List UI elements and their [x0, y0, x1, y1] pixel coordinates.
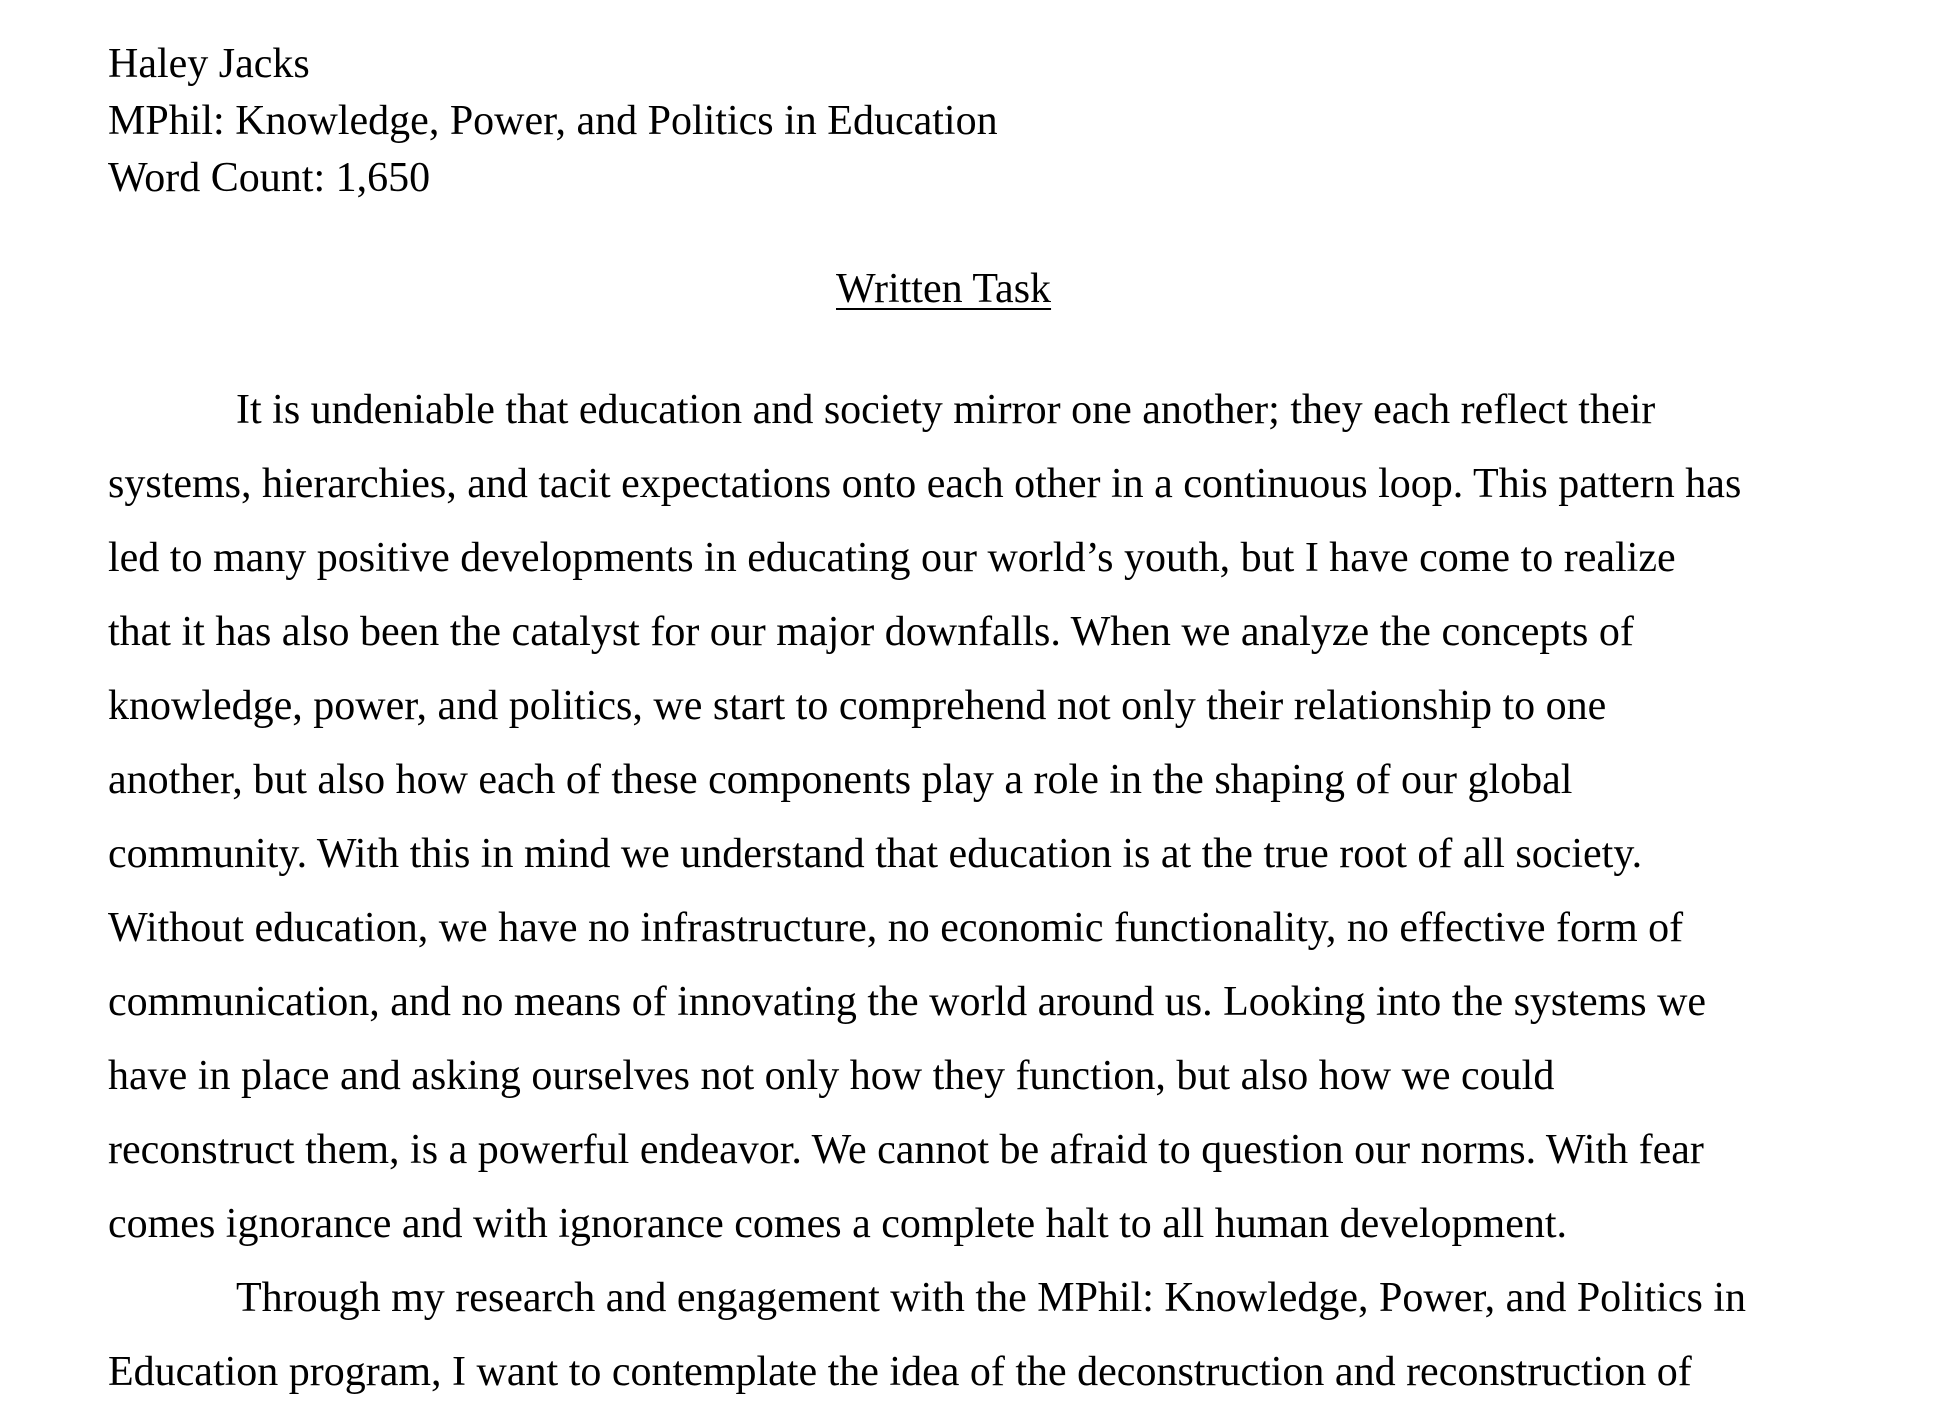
document-title: Written Task	[836, 266, 1052, 312]
body-line: that it has also been the catalyst for our major downfalls. When we analyze the concepts of	[108, 609, 1634, 655]
body-line: Through my research and engagement with the MPhil: Knowledge, Power, and Politics in	[236, 1275, 1747, 1321]
program-name: MPhil: Knowledge, Power, and Politics in Education	[108, 98, 998, 144]
author-name: Haley Jacks	[108, 41, 310, 87]
body-line: Without education, we have no infrastructure, no economic functionality, no effective form of	[108, 905, 1684, 951]
body-line: community. With this in mind we understand that education is at the true root of all society.	[108, 831, 1643, 877]
body-line: Education program, I want to contemplate the idea of the deconstruction and reconstruction of	[108, 1349, 1692, 1395]
body-line: communication, and no means of innovating the world around us. Looking into the systems we	[108, 979, 1707, 1025]
body-line: knowledge, power, and politics, we start to comprehend not only their relationship to one	[108, 683, 1607, 729]
body-line: have in place and asking ourselves not only how they function, but also how we could	[108, 1053, 1555, 1099]
body-line: It is undeniable that education and society mirror one another; they each reflect their	[236, 387, 1656, 433]
body-line: comes ignorance and with ignorance comes a complete halt to all human development.	[108, 1201, 1568, 1247]
body-line: reconstruct them, is a powerful endeavor. We cannot be afraid to question our norms. With fear	[108, 1127, 1704, 1173]
document-header	[108, 36, 998, 207]
document-body	[108, 373, 1908, 1409]
body-line: led to many positive developments in educating our world’s youth, but I have come to realize	[108, 535, 1676, 581]
body-line: another, but also how each of these components play a role in the shaping of our global	[108, 757, 1573, 803]
body-line: systems, hierarchies, and tacit expectations onto each other in a continuous loop. This pattern has	[108, 461, 1742, 507]
word-count: Word Count: 1,650	[108, 155, 431, 201]
